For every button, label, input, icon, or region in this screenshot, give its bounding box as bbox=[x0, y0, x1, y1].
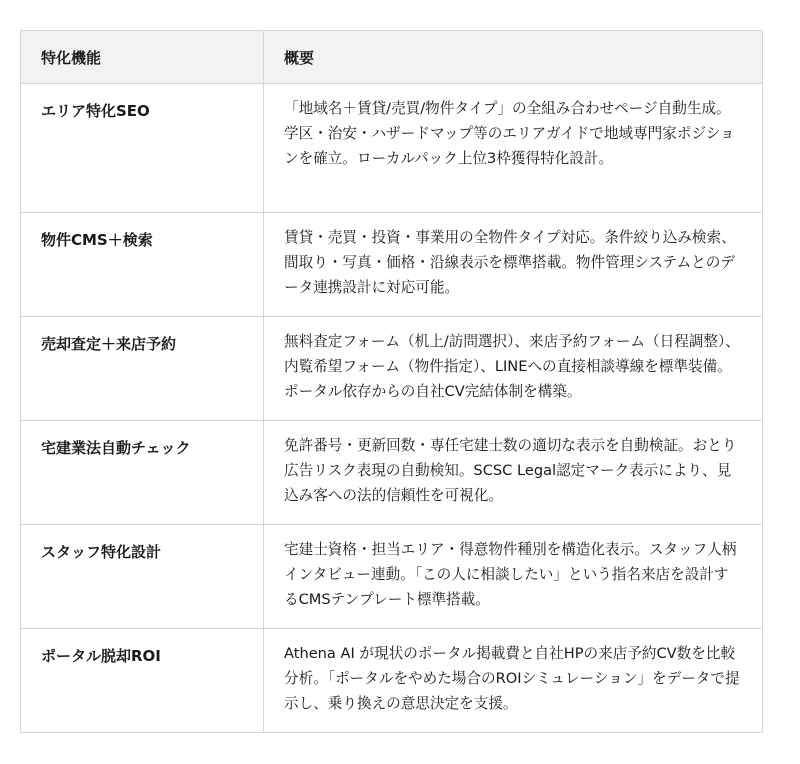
feature-name: ポータル脱却ROI bbox=[21, 629, 264, 733]
feature-name: エリア特化SEO bbox=[21, 84, 264, 213]
table-row bbox=[21, 421, 763, 525]
table-row bbox=[21, 629, 763, 733]
feature-description: 賃貸・売買・投資・事業用の全物件タイプ対応。条件絞り込み検索、間取り・写真・価格・沿線表示を標準搭載。物件管理システムとのデータ連携設計に対応可能。 bbox=[264, 213, 763, 317]
feature-name: スタッフ特化設計 bbox=[21, 525, 264, 629]
feature-name: 売却査定＋来店予約 bbox=[21, 317, 264, 421]
table-row bbox=[21, 317, 763, 421]
feature-description: 宅建士資格・担当エリア・得意物件種別を構造化表示。スタッフ人柄インタビュー連動。「この人に相談したい」という指名来店を設計するCMSテンプレート標準搭載。 bbox=[264, 525, 763, 629]
feature-description: Athena AI が現状のポータル掲載費と自社HPの来店予約CV数を比較分析。「ポータルをやめた場合のROIシミュレーション」をデータで提示し、乗り換えの意思決定を支援。 bbox=[264, 629, 763, 733]
feature-name: 宅建業法自動チェック bbox=[21, 421, 264, 525]
table-row bbox=[21, 525, 763, 629]
table-header-row bbox=[21, 31, 763, 84]
feature-description: 「地域名＋賃貸/売買/物件タイプ」の全組み合わせページ自動生成。学区・治安・ハザードマップ等のエリアガイドで地域専門家ポジションを確立。ローカルパック上位3枠獲得特化設計。 bbox=[264, 84, 763, 213]
header-summary: 概要 bbox=[264, 31, 763, 84]
feature-table-container bbox=[20, 30, 762, 733]
feature-description: 免許番号・更新回数・専任宅建士数の適切な表示を自動検証。おとり広告リスク表現の自動検知。SCSC Legal認定マーク表示により、見込み客への法的信頼性を可視化。 bbox=[264, 421, 763, 525]
table-row bbox=[21, 213, 763, 317]
feature-description: 無料査定フォーム（机上/訪問選択）、来店予約フォーム（日程調整）、内覧希望フォーム（物件指定）、LINEへの直接相談導線を標準装備。ポータル依存からの自社CV完結体制を構築。 bbox=[264, 317, 763, 421]
feature-name: 物件CMS＋検索 bbox=[21, 213, 264, 317]
table-row bbox=[21, 84, 763, 213]
feature-table bbox=[20, 30, 763, 733]
header-feature: 特化機能 bbox=[21, 31, 264, 84]
